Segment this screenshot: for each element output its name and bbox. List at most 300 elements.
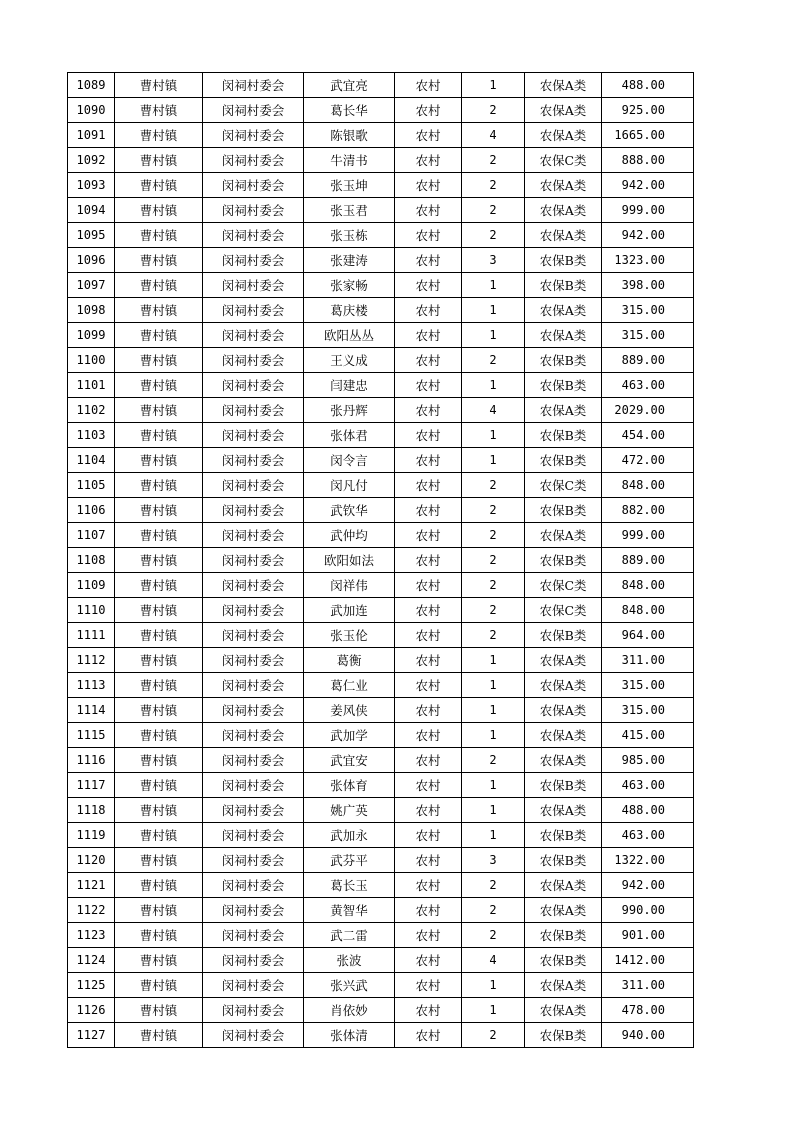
amount-cell: 463.00 — [602, 823, 694, 848]
table-row — [68, 748, 694, 773]
area-type-cell: 农村 — [395, 523, 462, 548]
household-size-cell: 2 — [462, 873, 525, 898]
township-cell: 曹村镇 — [115, 98, 203, 123]
amount-cell: 478.00 — [602, 998, 694, 1023]
insurance-category-cell: 农保A类 — [525, 298, 602, 323]
village-committee-cell: 闵祠村委会 — [203, 773, 304, 798]
amount-cell: 488.00 — [602, 798, 694, 823]
village-committee-cell: 闵祠村委会 — [203, 348, 304, 373]
insurance-category-cell: 农保A类 — [525, 123, 602, 148]
village-committee-cell: 闵祠村委会 — [203, 873, 304, 898]
insurance-category-cell: 农保A类 — [525, 998, 602, 1023]
area-type-cell: 农村 — [395, 973, 462, 998]
row-number-cell: 1100 — [68, 348, 115, 373]
person-name-cell: 张玉栋 — [304, 223, 395, 248]
village-committee-cell: 闵祠村委会 — [203, 623, 304, 648]
row-number-cell: 1119 — [68, 823, 115, 848]
village-committee-cell: 闵祠村委会 — [203, 673, 304, 698]
household-size-cell: 4 — [462, 398, 525, 423]
table-row — [68, 73, 694, 98]
person-name-cell: 张体育 — [304, 773, 395, 798]
household-size-cell: 1 — [462, 773, 525, 798]
area-type-cell: 农村 — [395, 248, 462, 273]
table-row — [68, 673, 694, 698]
row-number-cell: 1121 — [68, 873, 115, 898]
insurance-category-cell: 农保A类 — [525, 698, 602, 723]
insurance-category-cell: 农保B类 — [525, 948, 602, 973]
area-type-cell: 农村 — [395, 423, 462, 448]
household-size-cell: 3 — [462, 848, 525, 873]
household-size-cell: 3 — [462, 248, 525, 273]
insurance-category-cell: 农保A类 — [525, 898, 602, 923]
area-type-cell: 农村 — [395, 73, 462, 98]
table-row — [68, 423, 694, 448]
row-number-cell: 1106 — [68, 498, 115, 523]
area-type-cell: 农村 — [395, 823, 462, 848]
insurance-category-cell: 农保A类 — [525, 523, 602, 548]
row-number-cell: 1120 — [68, 848, 115, 873]
area-type-cell: 农村 — [395, 773, 462, 798]
allowance-table — [67, 72, 694, 1048]
township-cell: 曹村镇 — [115, 298, 203, 323]
amount-cell: 1412.00 — [602, 948, 694, 973]
village-committee-cell: 闵祠村委会 — [203, 798, 304, 823]
insurance-category-cell: 农保A类 — [525, 398, 602, 423]
table-row — [68, 948, 694, 973]
amount-cell: 848.00 — [602, 598, 694, 623]
household-size-cell: 2 — [462, 198, 525, 223]
amount-cell: 888.00 — [602, 148, 694, 173]
table-row — [68, 123, 694, 148]
table-row — [68, 498, 694, 523]
village-committee-cell: 闵祠村委会 — [203, 748, 304, 773]
household-size-cell: 2 — [462, 898, 525, 923]
area-type-cell: 农村 — [395, 548, 462, 573]
township-cell: 曹村镇 — [115, 873, 203, 898]
area-type-cell: 农村 — [395, 948, 462, 973]
village-committee-cell: 闵祠村委会 — [203, 123, 304, 148]
table-row — [68, 848, 694, 873]
insurance-category-cell: 农保A类 — [525, 223, 602, 248]
insurance-category-cell: 农保B类 — [525, 248, 602, 273]
row-number-cell: 1103 — [68, 423, 115, 448]
person-name-cell: 黄智华 — [304, 898, 395, 923]
table-row — [68, 273, 694, 298]
area-type-cell: 农村 — [395, 898, 462, 923]
township-cell: 曹村镇 — [115, 498, 203, 523]
table-row — [68, 173, 694, 198]
table-row — [68, 248, 694, 273]
township-cell: 曹村镇 — [115, 973, 203, 998]
area-type-cell: 农村 — [395, 573, 462, 598]
household-size-cell: 2 — [462, 623, 525, 648]
household-size-cell: 2 — [462, 748, 525, 773]
amount-cell: 942.00 — [602, 173, 694, 198]
amount-cell: 999.00 — [602, 198, 694, 223]
township-cell: 曹村镇 — [115, 748, 203, 773]
table-row — [68, 323, 694, 348]
township-cell: 曹村镇 — [115, 648, 203, 673]
insurance-category-cell: 农保B类 — [525, 848, 602, 873]
person-name-cell: 张波 — [304, 948, 395, 973]
person-name-cell: 武宜安 — [304, 748, 395, 773]
village-committee-cell: 闵祠村委会 — [203, 373, 304, 398]
row-number-cell: 1118 — [68, 798, 115, 823]
township-cell: 曹村镇 — [115, 773, 203, 798]
township-cell: 曹村镇 — [115, 173, 203, 198]
person-name-cell: 欧阳丛丛 — [304, 323, 395, 348]
table-body — [68, 73, 694, 1048]
household-size-cell: 1 — [462, 73, 525, 98]
household-size-cell: 2 — [462, 348, 525, 373]
township-cell: 曹村镇 — [115, 898, 203, 923]
amount-cell: 999.00 — [602, 523, 694, 548]
household-size-cell: 4 — [462, 948, 525, 973]
row-number-cell: 1102 — [68, 398, 115, 423]
household-size-cell: 1 — [462, 998, 525, 1023]
person-name-cell: 葛庆楼 — [304, 298, 395, 323]
township-cell: 曹村镇 — [115, 723, 203, 748]
person-name-cell: 葛长华 — [304, 98, 395, 123]
person-name-cell: 张玉伦 — [304, 623, 395, 648]
person-name-cell: 武二雷 — [304, 923, 395, 948]
township-cell: 曹村镇 — [115, 148, 203, 173]
area-type-cell: 农村 — [395, 348, 462, 373]
area-type-cell: 农村 — [395, 323, 462, 348]
household-size-cell: 1 — [462, 673, 525, 698]
township-cell: 曹村镇 — [115, 823, 203, 848]
table-row — [68, 773, 694, 798]
village-committee-cell: 闵祠村委会 — [203, 448, 304, 473]
amount-cell: 990.00 — [602, 898, 694, 923]
township-cell: 曹村镇 — [115, 798, 203, 823]
insurance-category-cell: 农保A类 — [525, 723, 602, 748]
amount-cell: 415.00 — [602, 723, 694, 748]
insurance-category-cell: 农保A类 — [525, 198, 602, 223]
area-type-cell: 农村 — [395, 223, 462, 248]
row-number-cell: 1114 — [68, 698, 115, 723]
amount-cell: 315.00 — [602, 673, 694, 698]
village-committee-cell: 闵祠村委会 — [203, 823, 304, 848]
township-cell: 曹村镇 — [115, 223, 203, 248]
village-committee-cell: 闵祠村委会 — [203, 273, 304, 298]
person-name-cell: 张兴武 — [304, 973, 395, 998]
area-type-cell: 农村 — [395, 148, 462, 173]
insurance-category-cell: 农保A类 — [525, 648, 602, 673]
village-committee-cell: 闵祠村委会 — [203, 848, 304, 873]
household-size-cell: 2 — [462, 1023, 525, 1048]
row-number-cell: 1090 — [68, 98, 115, 123]
insurance-category-cell: 农保B类 — [525, 348, 602, 373]
person-name-cell: 武加连 — [304, 598, 395, 623]
row-number-cell: 1111 — [68, 623, 115, 648]
insurance-category-cell: 农保A类 — [525, 98, 602, 123]
area-type-cell: 农村 — [395, 98, 462, 123]
township-cell: 曹村镇 — [115, 948, 203, 973]
amount-cell: 985.00 — [602, 748, 694, 773]
area-type-cell: 农村 — [395, 648, 462, 673]
person-name-cell: 欧阳如法 — [304, 548, 395, 573]
table-row — [68, 873, 694, 898]
area-type-cell: 农村 — [395, 698, 462, 723]
household-size-cell: 2 — [462, 173, 525, 198]
insurance-category-cell: 农保C类 — [525, 573, 602, 598]
area-type-cell: 农村 — [395, 448, 462, 473]
row-number-cell: 1124 — [68, 948, 115, 973]
township-cell: 曹村镇 — [115, 73, 203, 98]
table-row — [68, 998, 694, 1023]
row-number-cell: 1122 — [68, 898, 115, 923]
village-committee-cell: 闵祠村委会 — [203, 323, 304, 348]
household-size-cell: 2 — [462, 923, 525, 948]
person-name-cell: 武加永 — [304, 823, 395, 848]
area-type-cell: 农村 — [395, 748, 462, 773]
amount-cell: 1323.00 — [602, 248, 694, 273]
village-committee-cell: 闵祠村委会 — [203, 398, 304, 423]
person-name-cell: 闫建忠 — [304, 373, 395, 398]
person-name-cell: 武宜亮 — [304, 73, 395, 98]
amount-cell: 889.00 — [602, 548, 694, 573]
township-cell: 曹村镇 — [115, 198, 203, 223]
township-cell: 曹村镇 — [115, 348, 203, 373]
household-size-cell: 2 — [462, 598, 525, 623]
household-size-cell: 1 — [462, 298, 525, 323]
township-cell: 曹村镇 — [115, 848, 203, 873]
village-committee-cell: 闵祠村委会 — [203, 573, 304, 598]
insurance-category-cell: 农保A类 — [525, 73, 602, 98]
area-type-cell: 农村 — [395, 298, 462, 323]
amount-cell: 315.00 — [602, 323, 694, 348]
row-number-cell: 1112 — [68, 648, 115, 673]
insurance-category-cell: 农保B类 — [525, 373, 602, 398]
insurance-category-cell: 农保A类 — [525, 748, 602, 773]
table-row — [68, 373, 694, 398]
row-number-cell: 1093 — [68, 173, 115, 198]
person-name-cell: 张家畅 — [304, 273, 395, 298]
amount-cell: 472.00 — [602, 448, 694, 473]
area-type-cell: 农村 — [395, 198, 462, 223]
amount-cell: 848.00 — [602, 473, 694, 498]
area-type-cell: 农村 — [395, 173, 462, 198]
amount-cell: 463.00 — [602, 373, 694, 398]
township-cell: 曹村镇 — [115, 598, 203, 623]
insurance-category-cell: 农保C类 — [525, 148, 602, 173]
village-committee-cell: 闵祠村委会 — [203, 98, 304, 123]
township-cell: 曹村镇 — [115, 398, 203, 423]
insurance-category-cell: 农保B类 — [525, 923, 602, 948]
village-committee-cell: 闵祠村委会 — [203, 523, 304, 548]
row-number-cell: 1099 — [68, 323, 115, 348]
row-number-cell: 1089 — [68, 73, 115, 98]
row-number-cell: 1095 — [68, 223, 115, 248]
amount-cell: 942.00 — [602, 223, 694, 248]
village-committee-cell: 闵祠村委会 — [203, 898, 304, 923]
insurance-category-cell: 农保C类 — [525, 598, 602, 623]
area-type-cell: 农村 — [395, 623, 462, 648]
row-number-cell: 1096 — [68, 248, 115, 273]
township-cell: 曹村镇 — [115, 423, 203, 448]
area-type-cell: 农村 — [395, 723, 462, 748]
row-number-cell: 1125 — [68, 973, 115, 998]
table-row — [68, 798, 694, 823]
insurance-category-cell: 农保B类 — [525, 548, 602, 573]
household-size-cell: 1 — [462, 798, 525, 823]
village-committee-cell: 闵祠村委会 — [203, 723, 304, 748]
township-cell: 曹村镇 — [115, 1023, 203, 1048]
amount-cell: 882.00 — [602, 498, 694, 523]
person-name-cell: 肖依妙 — [304, 998, 395, 1023]
table-row — [68, 473, 694, 498]
township-cell: 曹村镇 — [115, 698, 203, 723]
insurance-category-cell: 农保B类 — [525, 1023, 602, 1048]
amount-cell: 311.00 — [602, 648, 694, 673]
township-cell: 曹村镇 — [115, 248, 203, 273]
person-name-cell: 张体君 — [304, 423, 395, 448]
household-size-cell: 2 — [462, 473, 525, 498]
insurance-category-cell: 农保A类 — [525, 973, 602, 998]
township-cell: 曹村镇 — [115, 573, 203, 598]
table-row — [68, 573, 694, 598]
table-row — [68, 148, 694, 173]
township-cell: 曹村镇 — [115, 373, 203, 398]
person-name-cell: 牛清书 — [304, 148, 395, 173]
insurance-category-cell: 农保A类 — [525, 798, 602, 823]
village-committee-cell: 闵祠村委会 — [203, 173, 304, 198]
village-committee-cell: 闵祠村委会 — [203, 998, 304, 1023]
insurance-category-cell: 农保B类 — [525, 498, 602, 523]
township-cell: 曹村镇 — [115, 623, 203, 648]
amount-cell: 315.00 — [602, 298, 694, 323]
amount-cell: 940.00 — [602, 1023, 694, 1048]
insurance-category-cell: 农保B类 — [525, 423, 602, 448]
village-committee-cell: 闵祠村委会 — [203, 698, 304, 723]
table-row — [68, 648, 694, 673]
table-row — [68, 298, 694, 323]
area-type-cell: 农村 — [395, 873, 462, 898]
insurance-category-cell: 农保B类 — [525, 448, 602, 473]
amount-cell: 2029.00 — [602, 398, 694, 423]
amount-cell: 942.00 — [602, 873, 694, 898]
row-number-cell: 1105 — [68, 473, 115, 498]
insurance-category-cell: 农保A类 — [525, 173, 602, 198]
village-committee-cell: 闵祠村委会 — [203, 223, 304, 248]
amount-cell: 488.00 — [602, 73, 694, 98]
person-name-cell: 张玉君 — [304, 198, 395, 223]
household-size-cell: 2 — [462, 548, 525, 573]
table-row — [68, 198, 694, 223]
table-row — [68, 448, 694, 473]
township-cell: 曹村镇 — [115, 523, 203, 548]
household-size-cell: 1 — [462, 723, 525, 748]
amount-cell: 1322.00 — [602, 848, 694, 873]
table-row — [68, 223, 694, 248]
village-committee-cell: 闵祠村委会 — [203, 198, 304, 223]
row-number-cell: 1101 — [68, 373, 115, 398]
table-row — [68, 598, 694, 623]
amount-cell: 463.00 — [602, 773, 694, 798]
amount-cell: 901.00 — [602, 923, 694, 948]
amount-cell: 315.00 — [602, 698, 694, 723]
area-type-cell: 农村 — [395, 498, 462, 523]
village-committee-cell: 闵祠村委会 — [203, 423, 304, 448]
amount-cell: 889.00 — [602, 348, 694, 373]
village-committee-cell: 闵祠村委会 — [203, 598, 304, 623]
amount-cell: 311.00 — [602, 973, 694, 998]
township-cell: 曹村镇 — [115, 673, 203, 698]
area-type-cell: 农村 — [395, 673, 462, 698]
table-row — [68, 98, 694, 123]
amount-cell: 398.00 — [602, 273, 694, 298]
table-row — [68, 973, 694, 998]
insurance-category-cell: 农保B类 — [525, 823, 602, 848]
row-number-cell: 1104 — [68, 448, 115, 473]
table-row — [68, 923, 694, 948]
row-number-cell: 1126 — [68, 998, 115, 1023]
amount-cell: 925.00 — [602, 98, 694, 123]
village-committee-cell: 闵祠村委会 — [203, 473, 304, 498]
row-number-cell: 1092 — [68, 148, 115, 173]
row-number-cell: 1123 — [68, 923, 115, 948]
household-size-cell: 1 — [462, 373, 525, 398]
insurance-category-cell: 农保C类 — [525, 473, 602, 498]
village-committee-cell: 闵祠村委会 — [203, 248, 304, 273]
person-name-cell: 姚广英 — [304, 798, 395, 823]
area-type-cell: 农村 — [395, 1023, 462, 1048]
row-number-cell: 1127 — [68, 1023, 115, 1048]
area-type-cell: 农村 — [395, 798, 462, 823]
area-type-cell: 农村 — [395, 273, 462, 298]
person-name-cell: 武加学 — [304, 723, 395, 748]
township-cell: 曹村镇 — [115, 323, 203, 348]
insurance-category-cell: 农保A类 — [525, 673, 602, 698]
person-name-cell: 闵祥伟 — [304, 573, 395, 598]
household-size-cell: 1 — [462, 273, 525, 298]
person-name-cell: 张体清 — [304, 1023, 395, 1048]
village-committee-cell: 闵祠村委会 — [203, 73, 304, 98]
person-name-cell: 武钦华 — [304, 498, 395, 523]
village-committee-cell: 闵祠村委会 — [203, 298, 304, 323]
person-name-cell: 张丹辉 — [304, 398, 395, 423]
area-type-cell: 农村 — [395, 598, 462, 623]
village-committee-cell: 闵祠村委会 — [203, 498, 304, 523]
row-number-cell: 1094 — [68, 198, 115, 223]
insurance-category-cell: 农保B类 — [525, 623, 602, 648]
person-name-cell: 张玉坤 — [304, 173, 395, 198]
village-committee-cell: 闵祠村委会 — [203, 1023, 304, 1048]
row-number-cell: 1097 — [68, 273, 115, 298]
person-name-cell: 张建涛 — [304, 248, 395, 273]
row-number-cell: 1109 — [68, 573, 115, 598]
township-cell: 曹村镇 — [115, 998, 203, 1023]
person-name-cell: 葛长玉 — [304, 873, 395, 898]
area-type-cell: 农村 — [395, 998, 462, 1023]
person-name-cell: 陈银歌 — [304, 123, 395, 148]
household-size-cell: 2 — [462, 498, 525, 523]
household-size-cell: 4 — [462, 123, 525, 148]
row-number-cell: 1115 — [68, 723, 115, 748]
area-type-cell: 农村 — [395, 848, 462, 873]
table-row — [68, 398, 694, 423]
area-type-cell: 农村 — [395, 398, 462, 423]
household-size-cell: 1 — [462, 448, 525, 473]
amount-cell: 454.00 — [602, 423, 694, 448]
table-row — [68, 348, 694, 373]
household-size-cell: 1 — [462, 698, 525, 723]
insurance-category-cell: 农保A类 — [525, 323, 602, 348]
table-row — [68, 548, 694, 573]
village-committee-cell: 闵祠村委会 — [203, 973, 304, 998]
row-number-cell: 1110 — [68, 598, 115, 623]
